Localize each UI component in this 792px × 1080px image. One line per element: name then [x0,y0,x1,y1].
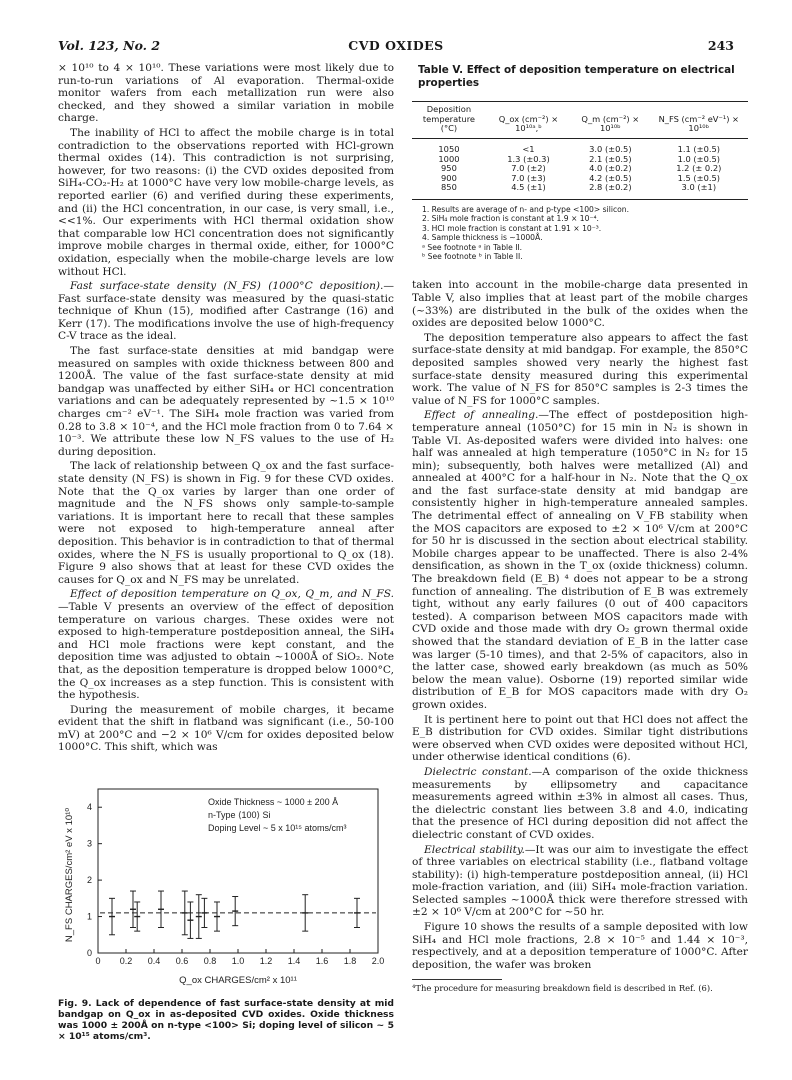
table-5-notes [422,205,748,261]
table-cell: 850 [412,183,486,199]
y-axis-label: N_FS CHARGES/cm² eV x 10¹⁰ [64,807,75,943]
x-tick-label: 0 [95,956,101,966]
section-paragraph: Dielectric constant.—A comparison of the oxide thickness measurements by ellipsometry and capacitance measurements agreed within ±3% in almost all cases. Thus, the dielectric constant lies between 3.8 and 4.0, indicating that the presence of HCl during deposition did not affect the dielectric constant of CVD oxides. [412,765,749,841]
x-axis-label: Q_ox CHARGES/cm² x 10¹¹ [179,975,297,986]
x-tick-label: 0.6 [175,956,189,966]
table-row [412,183,748,199]
annotation-thickness: Oxide Thickness ~ 1000 ± 200 Å [208,797,339,807]
paragraph: The lack of relationship between Q_ox and the fast surface-state density (N_FS) is shown in Fig. 9 for these CVD oxides. Note that the Q_ox varies by larger than one order of magnitude and the N_FS shows only sample-to-sample variations. It is important here to recall that these samples were not exposed to high-temperature anneal after deposition. This behavior is in contradiction to that of thermal oxides, where the N_FS is usually proportional to Q_ox (18). Figure 9 also shows that at least for these CVD oxides the causes for Q_ox and N_FS may be unrelated. [58,460,394,586]
table-cell: 1.1 (±0.5) [677,143,721,154]
table-cell: 900 [441,172,457,183]
table-note: 1. Results are average of n- and p-type <100> silicon. [422,204,629,214]
table-note: 2. SiH₄ mole fraction is constant at 1.9 × 10⁻⁴. [422,214,599,224]
table-header: Q_ox (cm⁻²) × 10¹⁰ᵃ,ᵇ [486,102,571,139]
table-cell: 7.0 (±2) [511,163,546,174]
section-heading: Fast surface-state density (N_FS) (1000°C deposition). [70,280,384,293]
annotation-doping: Doping Level ~ 5 x 10¹⁵ atoms/cm³ [208,823,347,833]
table-5 [412,101,748,200]
table-cell: 1.2 (± 0.2) [676,163,722,174]
paragraph: Figure 10 shows the results of a sample deposited with low SiH₄ and HCl mole fractions, 2.8 × 10⁻⁵ and 1.44 × 10⁻³, respectively, and at a deposition temperature of 1000°C. After deposition, the wafer was broken [412,921,748,971]
table-cell: <1 [522,143,535,154]
figure-9-caption: Fig. 9. Lack of dependence of fast surface-state density at mid bandgap on Q_ox in as-deposited CVD oxides. Oxide thickness was 1000 ± 200Å on n-type <100> Si; doping level of silicon ~ 5 × 10¹⁵ atoms/cm³. [58,998,394,1042]
paragraph: × 10¹⁰ to 4 × 10¹⁰. These variations were most likely due to run-to-run variations of Al evaporation. Thermal-oxide monitor wafers from each metallization run were also checked, and they showed a similar variation in mobile charge. [58,62,394,125]
section-heading: Effect of annealing. [424,409,539,422]
paragraph: The deposition temperature also appears to affect the fast surface-state density at mid bandgap. For example, the 850°C deposited samples showed very nearly the highest fast surface-state density measured during this experimental work. The value of N_FS for 850°C samples is 2-3 times the value of N_FS for 1000°C samples. [412,331,748,407]
table-header: Q_m (cm⁻²) × 10¹⁰ᵇ [571,102,650,139]
table-header-row [412,102,748,139]
section-paragraph: Effect of deposition temperature on Q_ox, Q_m, and N_FS.—Table V presents an overview of the effect of deposition temperature on various charges. These oxides were not exposed to high-temperature postdeposition anneal, the SiH₄ and HCl mole fractions were kept constant, and the deposition time was adjusted to obtain ~1000Å of SiO₂. Note that, as the deposition temperature is dropped below 1000°C, the Q_ox increases as a step function. This is consistent with the hypothesis. [58,588,394,702]
section-paragraph: Electrical stability.—It was our aim to investigate the effect of three variables on electrical stability (i.e., flatband voltage stability): (i) high-temperature postdeposition anneal, (ii) HCl mole-fraction variation, and (iii) SiH₄ mole-fraction variation. Selected samples ~1000Å thick were therefore stressed with ±2 × 10⁶ V/cm at 200°C for ~50 hr. [412,843,748,919]
page-number: 243 [707,38,734,53]
x-tick-label: 0.8 [203,956,217,966]
paragraph: The inability of HCl to affect the mobile charge is in total contradiction to the observations reported with HCl-grown thermal oxides (14). This contradiction is not surprising, however, for two reasons: (i) the CVD oxides deposited from SiH₄-CO₂-H₂ at 1000°C have very low mobile-charge levels, as reported earlier (6) and verified during these experiments, and (ii) the HCl concentration, in our case, is very small, i.e., <<1%. Our experiments with HCl thermal oxidation show that comparable low HCl concentration does not significantly improve mobile charges in thermal oxide, either, for 1000°C oxidation, especially when the mobile-charge levels are low without HCl. [58,126,394,278]
section-heading: Effect of deposition temperature on Q_ox, Q_m, and N_FS. [70,588,394,601]
x-tick-label: 1.6 [315,956,329,966]
section-heading: Electrical stability. [424,843,525,856]
figure-9 [58,775,394,990]
running-header-volume: Vol. 123, No. 2 [58,38,161,53]
right-column [412,62,748,993]
table-note: 3. HCl mole fraction is constant at 1.91 × 10⁻³. [422,223,602,233]
table-5-title: Table V. Effect of deposition temperature on electrical properties [418,64,735,89]
paragraph: During the measurement of mobile charges, it became evident that the shift in flatband was significant (i.e., 50-100 mV) at 200°C and −2 × 10⁶ V/cm for oxides deposited below 1000°C. This shift, which was [58,703,394,754]
table-cell: 1000 [438,153,460,164]
y-tick-label: 4 [86,802,92,813]
table-cell: 1.3 (±0.3) [507,153,550,164]
annotation-type: n-Type ⟨100⟩ Si [208,810,271,820]
x-tick-label: 1.4 [287,956,301,966]
table-cell: 1050 [438,143,460,154]
table-note: ᵇ See footnote ᵇ in Table II. [422,251,523,261]
footnote: ⁴The procedure for measuring breakdown field is described in Ref. (6). [412,983,713,994]
paragraph: It is pertinent here to point out that HCl does not affect the E_B distribution for CVD oxides. Similar tight distributions were observed when CVD oxides were deposited without HCl, under otherwise identical conditions (6). [412,713,748,764]
y-tick-label: 2 [86,875,92,886]
table-header: N_FS (cm⁻² eV⁻¹) × 10¹⁰ᵇ [650,102,748,139]
table-header: Deposition temperature (°C) [412,102,486,139]
x-tick-label: 0.4 [147,956,161,966]
y-tick-label: 0 [86,948,92,958]
x-tick-label: 2.0 [371,956,385,966]
footnote-rule [412,979,502,980]
table-row [412,138,748,154]
table-cell: 1.0 (±0.5) [677,153,721,164]
table-cell: 950 [441,163,457,174]
y-tick-label: 3 [86,838,92,849]
table-cell: 4.5 (±1) [486,183,571,199]
table-cell: 3.0 (±0.5) [589,143,632,154]
y-tick-label: 1 [86,911,92,922]
table-cell: 4.0 (±0.2) [589,163,632,174]
table-cell: 4.2 (±0.5) [589,172,632,183]
section-paragraph: Effect of annealing.—The effect of postdeposition high-temperature anneal (1050°C) for 15 min in N₂ is shown in Table VI. As-deposited wafers were divided into halves: one half was annealed at high temperature (1050°C in N₂ for 15 min); subsequently, both halves were metallized (Al) and annealed at 400°C for a half-hour in N₂. Note that the Q_ox and the fast surface-state density at mid bandgap are consistently higher in high-temperature annealed samples. The detrimental effect of annealing on V_FB stability when the MOS capacitors are exposed to ±2 × 10⁶ V/cm at 200°C for 50 hr is discussed in the section about electrical stability. Mobile charges appear to be unaffected. There is also 2-4% densification, as shown in the T_ox (oxide thickness) column. The breakdown field (E_B) ⁴ does not appear to be a strong function of annealing. The distribution of E_B was extremely tight, without any early failures (0 out of 400 capacitors tested). A comparison between MOS capacitors made with CVD oxide and those made with dry O₂ grown thermal oxide showed that the standard deviation of E_B in the latter case was larger (5-10 times), and that 2-5% of capacitors, also in the latter case, showed early breakdown (as much as 50% below the mean value). Osborne (19) reported similar wide distribution of E_B for MOS capacitors made with dry O₂ grown oxides. [412,409,749,711]
table-cell: 2.8 (±0.2) [571,183,650,199]
x-tick-label: 1.0 [231,956,245,966]
left-column [58,62,394,756]
section-heading: Dielectric constant. [424,765,532,778]
table-cell: 1.5 (±0.5) [677,172,721,183]
table-cell: 3.0 (±1) [650,183,748,199]
table-cell: 7.0 (±3) [511,172,546,183]
paragraph: taken into account in the mobile-charge data presented in Table V, also implies that at least part of the mobile charges (~33%) are distributed in the bulk of the oxides when the oxides are deposited below 1000°C. [412,279,748,330]
section-paragraph: Fast surface-state density (N_FS) (1000°C deposition).—Fast surface-state density was measured by the quasi-static technique of Khun (15), modified after Castrange (16) and Kerr (17). The modifications involve the use of high-frequency C-V trace as the ideal. [58,280,394,343]
paragraph: The fast surface-state densities at mid bandgap were measured on samples with oxide thickness between 800 and 1200Å. The value of the fast surface-state density at mid bandgap was unaffected by either SiH₄ or HCl concentration variations and can be adequately represented by ~1.5 × 10¹⁰ charges cm⁻² eV⁻¹. The SiH₄ mole fraction was varied from 0.28 to 3.8 × 10⁻⁴, and the HCl mole fraction from 0 to 7.64 × 10⁻³. We attribute these low N_FS values to the use of H₂ during deposition. [58,345,394,458]
x-tick-label: 1.2 [259,956,273,966]
running-header-title: CVD OXIDES [348,38,444,53]
x-tick-label: 1.8 [343,956,357,966]
figure-9-chart [58,775,394,990]
table-note: 4. Sample thickness is ~1000Å. [422,233,543,243]
table-cell: 2.1 (±0.5) [589,153,632,164]
table-note: ᵃ See footnote ᵃ in Table II. [422,242,523,252]
x-tick-label: 0.2 [119,956,133,966]
